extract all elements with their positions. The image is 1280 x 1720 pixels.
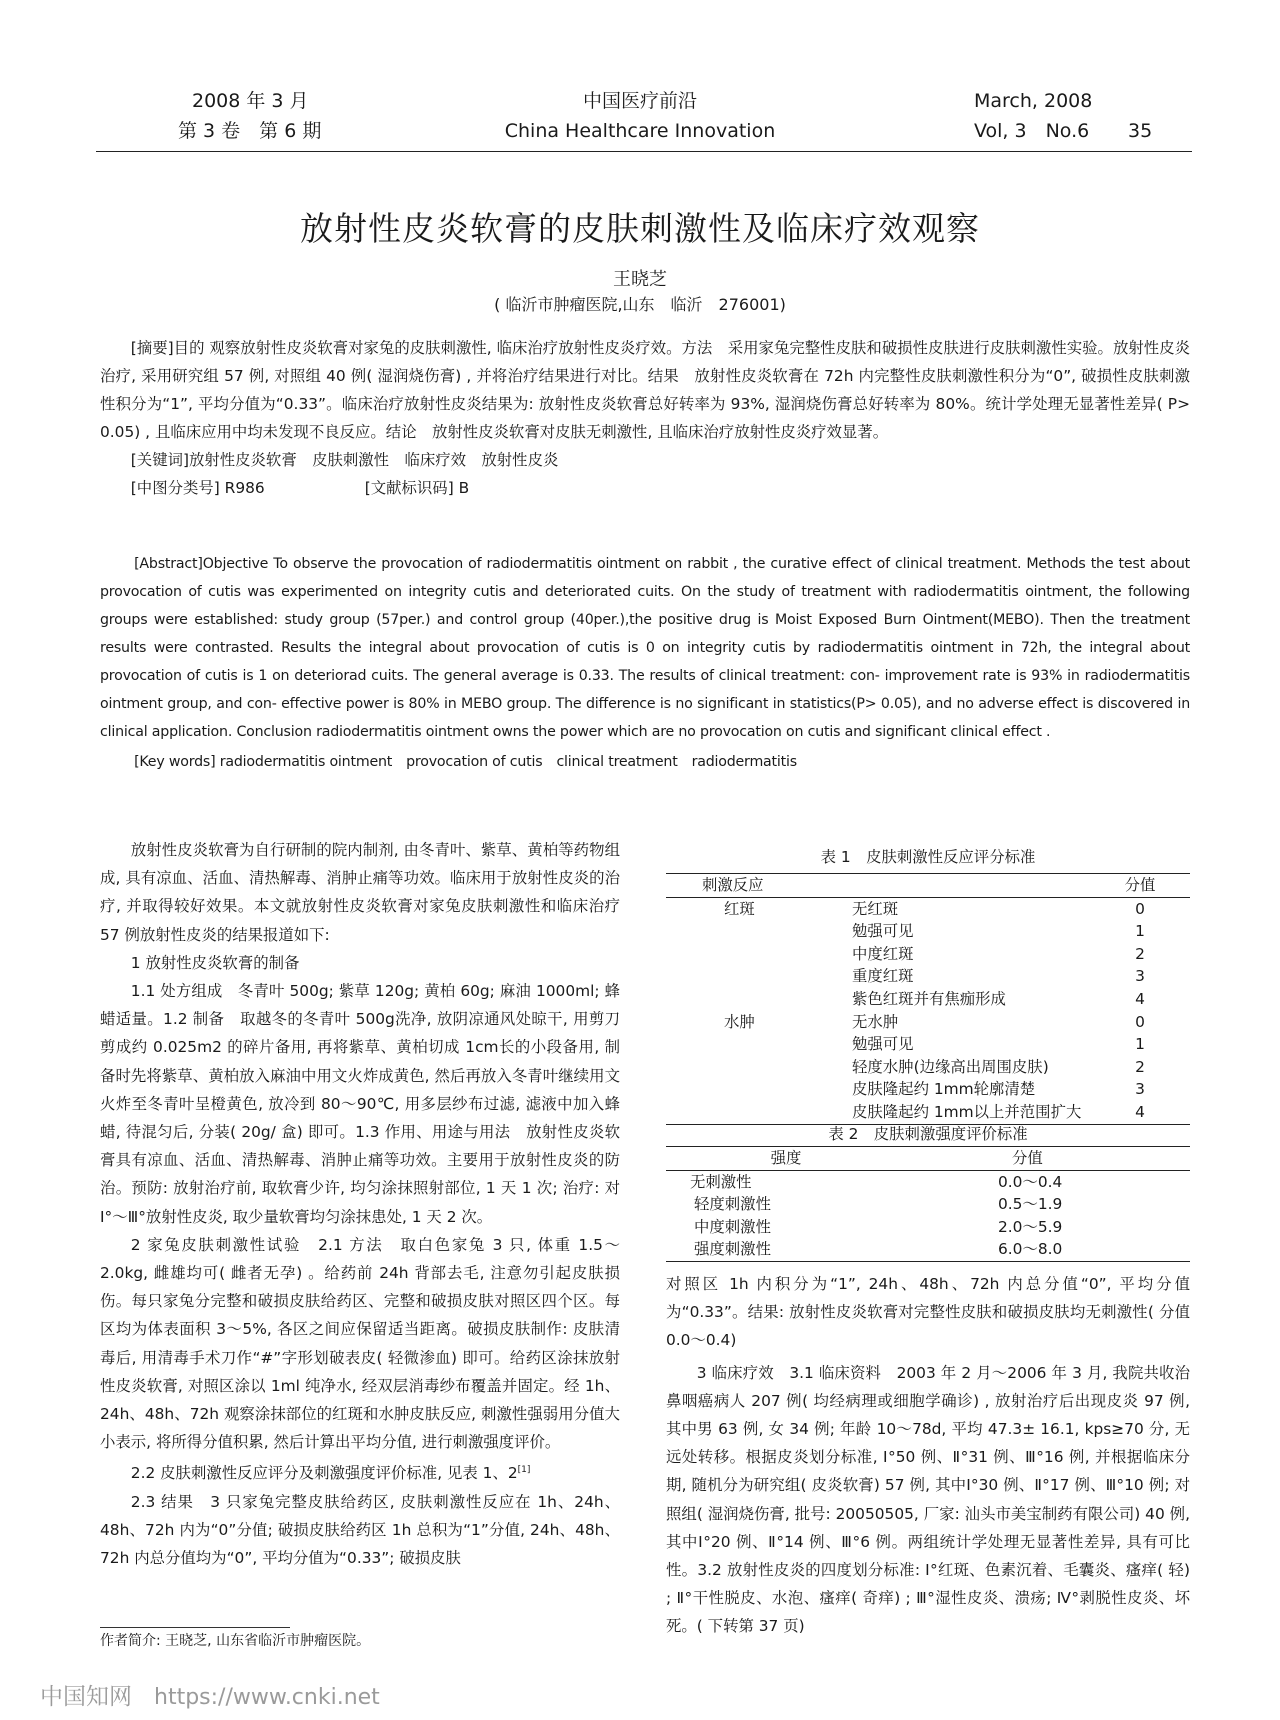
footnote-rule — [100, 1627, 290, 1628]
section-2-2-text — [100, 1456, 620, 1487]
table-1-score: 3 — [1135, 967, 1145, 986]
table-1-item: 勉强可见 — [852, 922, 914, 941]
table-1-item: 皮肤隆起约 1mm以上并范围扩大 — [852, 1102, 1082, 1121]
table-2-score: 6.0～8.0 — [998, 1240, 1063, 1259]
document-code-cn: [文献标识码] B — [364, 479, 470, 497]
table-row — [666, 1238, 1190, 1261]
section-1-heading: 1 放射性皮炎软膏的制备 — [130, 953, 300, 972]
table-2-caption: 表 2 皮肤刺激强度评价标准 — [828, 1125, 1028, 1143]
cnki-watermark — [40, 1678, 380, 1711]
table-2-grid — [666, 1146, 1190, 1262]
page-number: 35 — [1128, 120, 1153, 142]
table-1-score: 3 — [1135, 1080, 1145, 1099]
table-row — [666, 1011, 1190, 1034]
author-footnote: 作者简介: 王晓芝, 山东省临沂市肿瘤医院。 — [100, 1633, 371, 1649]
classification-cn: [中图分类号] R986 — [130, 479, 265, 497]
header-date-cn: 2008 年 3 月 — [192, 90, 309, 112]
abstract-en-text: [Abstract]Objective To observe the provocation of radiodermatitis ointment on rabbit , the curative effect of clinical treatment. Methods the test about provocation of cutis was experimented on integrity cutis and deteriorated cuits. On the study of treatment with radiodermatitis ointment, the following groups were established: study group (57per.) and control group (40per.),the positive drug is Moist Exposed Burn Ointment(MEBO). Then the treatment results were contrasted. Results the integral about provocation of cutis is 0 on integrity cutis by radiodermatitis ointment in 72h, the integral about provocation of cutis is 1 on deteriorad cuits. The general average is 0.33. The results of clinical treatment: con- improvement rate is 93% in radiodermatitis ointment group, and con- effective power is 80% in MEBO group. The difference is no significant in statistics(P> 0.05), and no adverse effect is discovered in clinical application. Conclusion radiodermatitis ointment owns the power which are no provocation on cutis and significant clinical effect . — [100, 556, 1190, 740]
section-2-3-continued: 对照区 1h 内积分为“1”, 24h、48h、72h 内总分值“0”, 平均分值为“0.33”。结果: 放射性皮炎软膏对完整性皮肤和破损皮肤均无刺激性( 分值 0.0～0.4) — [666, 1275, 1190, 1350]
header-rule — [96, 151, 1192, 152]
table-1-item: 皮肤隆起约 1mm轮廓清楚 — [852, 1080, 1036, 1099]
table-1-item: 紫色红斑并有焦痂形成 — [852, 989, 1006, 1008]
table-1-item: 中度红斑 — [852, 944, 914, 963]
table-2 — [666, 1122, 1190, 1262]
table-row — [666, 920, 1190, 943]
table-1 — [666, 845, 1190, 1125]
header-right — [974, 86, 1092, 146]
table-2-intensity: 轻度刺激性 — [694, 1195, 771, 1214]
body-left-column — [100, 836, 620, 1572]
table-1-item: 勉强可见 — [852, 1035, 914, 1054]
table-1-group-erythema: 红斑 — [724, 899, 755, 918]
article-title: 放射性皮炎软膏的皮肤刺激性及临床疗效观察 — [300, 209, 980, 248]
section-2-2-body: 2.2 皮肤刺激性反应评分及刺激强度评价标准, 见表 1、2 — [130, 1464, 518, 1483]
table-row — [666, 943, 1190, 966]
body-right-column — [666, 1270, 1190, 1641]
table-1-item: 轻度水肿(边缘高出周围皮肤) — [852, 1057, 1049, 1076]
section-3-text: 3 临床疗效 3.1 临床资料 2003 年 2 月～2006 年 3 月, 我院共收治鼻咽癌病人 207 例( 均经病理或细胞学确诊) , 放射治疗后出现皮炎 97 例, 其中男 63 例, 女 34 例; 年龄 10～78d, 平均 47.3± 16.1, kps≥70 分, 无远处转移。根据皮炎划分标准, Ⅰ°50 例、Ⅱ°31 例、Ⅲ°16 例, 并根据临床分期, 随机分为研究组( 皮炎软膏) 57 例, 其中Ⅰ°30 例、Ⅱ°17 例、Ⅲ°10 例; 对照组( 湿润烧伤膏, 批号: 20050505, 厂家: 汕头市美宝制药有限公司) 40 例, 其中Ⅰ°20 例、Ⅱ°14 例、Ⅲ°6 例。两组统计学处理无显著性差异, 具有可比性。3.2 放射性皮炎的四度划分标准: Ⅰ°红斑、色素沉着、毛囊炎、瘙痒( 轻) ; Ⅱ°干性脱皮、水泡、瘙痒( 奇痒) ; Ⅲ°湿性皮炎、溃疡; Ⅳ°剥脱性皮炎、坏死。( 下转第 37 页) — [666, 1363, 1190, 1636]
table-1-score: 0 — [1135, 899, 1145, 918]
table-1-header-row — [666, 874, 1190, 898]
table-row — [666, 1216, 1190, 1239]
abstract-en — [100, 550, 1190, 776]
classification-line — [100, 474, 1190, 502]
table-row — [666, 965, 1190, 988]
table-2-col-intensity: 强度 — [770, 1149, 802, 1167]
table-2-score: 0.5～1.9 — [998, 1195, 1063, 1214]
watermark-site-name: 中国知网 — [40, 1684, 132, 1710]
table-1-score: 2 — [1135, 1057, 1145, 1076]
author-name: 王晓芝 — [613, 269, 667, 290]
table-2-intensity: 无刺激性 — [690, 1172, 752, 1191]
table-2-header-row — [666, 1147, 1190, 1171]
header-journal-cn: 中国医疗前沿 — [582, 90, 697, 112]
table-2-intensity: 强度刺激性 — [694, 1240, 771, 1259]
table-1-item: 无水肿 — [852, 1012, 899, 1031]
intro-paragraph: 放射性皮炎软膏为自行研制的院内制剂, 由冬青叶、紫草、黄柏等药物组成, 具有凉血、活血、清热解毒、消肿止痛等功效。临床用于放射性皮炎的治疗, 并取得较好效果。本文就放射性皮炎软膏对家兔皮肤刺激性和临床治疗 57 例放射性皮炎的结果报道如下: — [100, 841, 620, 944]
section-2-text: 2 家兔皮肤刺激性试验 2.1 方法 取白色家兔 3 只, 体重 1.5～2.0kg, 雌雄均可( 雌者无孕) 。给药前 24h 背部去毛, 注意勿引起皮肤损伤。每只家兔分完整和破损皮肤给药区、完整和破损皮肤对照区四个区。每区均为体表面积 3～5%, 各区之间应保留适当距离。破损皮肤制作: 皮肤清毒后, 用清毒手术刀作“#”字形划破表皮( 轻微渗血) 即可。给药区涂抹放射性皮炎软膏, 对照区涂以 1ml 纯净水, 经双层消毒纱布覆盖并固定。经 1h、24h、48h、72h 观察涂抹部位的红斑和水肿皮肤反应, 刺激性强弱用分值大小表示, 将所得分值积累, 然后计算出平均分值, 进行刺激强度评价。 — [100, 1235, 620, 1452]
table-1-col-reaction: 刺激反应 — [702, 876, 764, 894]
table-1-score: 0 — [1135, 1012, 1145, 1031]
table-1-score: 4 — [1135, 1102, 1145, 1121]
keywords-cn: [关键词]放射性皮炎软膏 皮肤刺激性 临床疗效 放射性皮炎 — [130, 451, 559, 469]
table-row — [666, 1170, 1190, 1193]
section-1-text: 1.1 处方组成 冬青叶 500g; 紫草 120g; 黄柏 60g; 麻油 1000ml; 蜂蜡适量。1.2 制备 取越冬的冬青叶 500g洗净, 放阴凉通风处晾干, 用剪刀剪成约 0.025m2 的碎片备用, 再将紫草、黄柏切成 1cm长的小段备用, 制备时先将紫草、黄柏放入麻油中用文火炸成黄色, 然后再放入冬青叶继续用文火炸至冬青叶呈橙黄色, 放冷到 80～90℃, 用多层纱布过滤, 滤液中加入蜂蜡, 待混匀后, 分装( 20g/ 盒) 即可。1.3 作用、用途与用法 放射性皮炎软膏具有凉血、活血、清热解毒、消肿止痛等功效。主要用于放射性皮炎的防治。预防: 放射治疗前, 取软膏少许, 均匀涂抹照射部位, 1 天 1 次; 治疗: 对Ⅰ°～Ⅲ°放射性皮炎, 取少量软膏均匀涂抹患处, 1 天 2 次。 — [100, 982, 620, 1226]
table-1-score: 4 — [1135, 989, 1145, 1008]
section-2-3-text: 2.3 结果 3 只家兔完整皮肤给药区, 皮肤刺激性反应在 1h、24h、48h、72h 内为“0”分值; 破损皮肤给药区 1h 总积为“1”分值, 24h、48h、72h 内总分值均为“0”, 平均分值为“0.33”; 破损皮肤 — [100, 1492, 620, 1568]
header-volume-en: Vol, 3 No.6 — [974, 120, 1090, 142]
header-journal-en: China Healthcare Innovation — [504, 120, 776, 142]
abstract-cn — [100, 334, 1190, 502]
table-row — [666, 1056, 1190, 1079]
keywords-en: [Key words] radiodermatitis ointment provocation of cutis clinical treatment radiodermatitis — [134, 754, 797, 770]
table-2-intensity: 中度刺激性 — [694, 1217, 771, 1236]
table-row — [666, 897, 1190, 920]
reference-mark: [1] — [517, 1465, 531, 1476]
table-row — [666, 1101, 1190, 1124]
table-2-score: 2.0～5.9 — [998, 1217, 1063, 1236]
table-1-item: 重度红斑 — [852, 967, 914, 986]
header-date-en: March, 2008 — [974, 90, 1093, 112]
table-1-score: 1 — [1135, 922, 1145, 941]
table-1-score: 1 — [1135, 1035, 1145, 1054]
table-1-group-edema: 水肿 — [724, 1012, 755, 1031]
table-2-score: 0.0～0.4 — [998, 1172, 1063, 1191]
table-2-col-score: 分值 — [1012, 1149, 1043, 1167]
table-1-col-score: 分值 — [1124, 876, 1156, 894]
abstract-cn-text: [摘要]目的 观察放射性皮炎软膏对家兔的皮肤刺激性, 临床治疗放射性皮炎疗效。方法 采用家兔完整性皮肤和破损性皮肤进行皮肤刺激性实验。放射性皮炎治疗, 采用研究组 57 例, 对照组 40 例( 湿润烧伤膏) , 并将治疗结果进行对比。结果 放射性皮炎软膏在 72h 内完整性皮肤刺激性积分为“0”, 破损性皮肤刺激性积分为“1”, 平均分值为“0.33”。临床治疗放射性皮炎结果为: 放射性皮炎软膏总好转率为 93%, 湿润烧伤膏总好转率为 80%。统计学处理无显著性差异( P> 0.05) , 且临床应用中均未发现不良反应。结论 放射性皮炎软膏对皮肤无刺激性, 且临床治疗放射性皮炎疗效显著。 — [100, 339, 1190, 441]
author-affiliation: ( 临沂市肿瘤医院,山东 临沂 276001) — [494, 295, 786, 314]
watermark-url: https://www.cnki.net — [154, 1685, 380, 1710]
table-1-grid — [666, 873, 1190, 1125]
table-row — [666, 1078, 1190, 1101]
table-row — [666, 1033, 1190, 1056]
table-1-score: 2 — [1135, 944, 1145, 963]
table-1-caption: 表 1 皮肤刺激性反应评分标准 — [820, 848, 1036, 866]
header-volume-cn: 第 3 卷 第 6 期 — [178, 120, 322, 142]
table-row — [666, 988, 1190, 1011]
table-row — [666, 1193, 1190, 1216]
table-1-item: 无红斑 — [852, 899, 899, 918]
